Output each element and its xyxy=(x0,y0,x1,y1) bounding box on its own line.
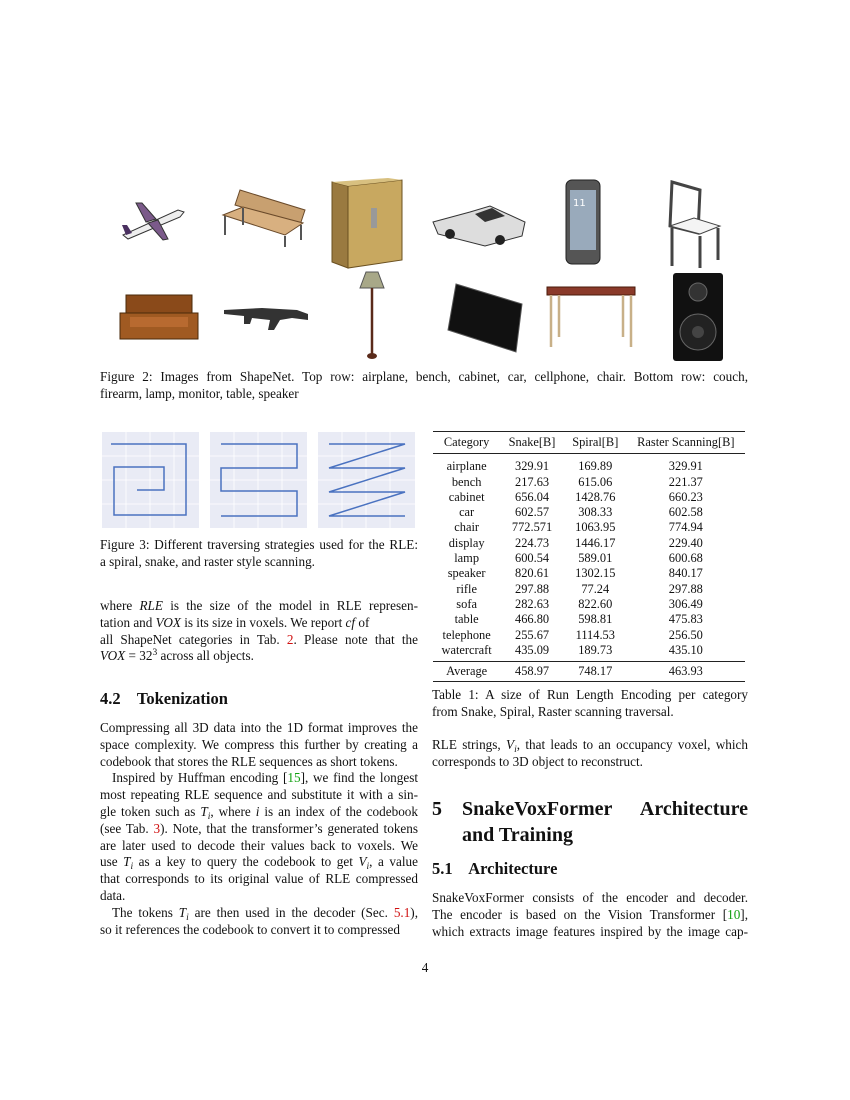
table-row xyxy=(433,551,745,566)
category-cell: display xyxy=(448,535,485,550)
value-cell: 256.50 xyxy=(668,627,703,642)
figure2-image-couch xyxy=(118,293,200,343)
text-span: . Please note that the xyxy=(293,631,418,647)
text-line xyxy=(432,704,748,721)
text-line xyxy=(100,770,418,787)
text-line xyxy=(100,821,418,838)
text-span: of xyxy=(355,614,370,630)
paragraph-rle xyxy=(432,737,748,771)
math-text: i xyxy=(186,912,189,923)
category-cell: cabinet xyxy=(448,489,485,504)
table-row xyxy=(433,643,745,662)
text-span: The encoder is based on the Vision Transformer [ xyxy=(432,906,728,922)
table1 xyxy=(433,431,745,682)
figure2-image-monitor xyxy=(446,282,524,354)
text-span: is an index of the codebook xyxy=(259,803,418,819)
value-cell: 602.58 xyxy=(668,505,703,520)
text-span: tation and xyxy=(100,614,156,630)
value-cell: 1428.76 xyxy=(575,489,616,504)
figure2-image-firearm xyxy=(222,300,312,332)
text-span: ], xyxy=(740,906,748,922)
section-5-heading xyxy=(432,796,748,848)
text-line xyxy=(100,386,748,403)
figure2-image-car xyxy=(430,200,528,250)
figure2-image-lamp xyxy=(356,270,388,362)
value-cell: 600.54 xyxy=(515,551,550,566)
text-line xyxy=(432,907,748,924)
value-cell: 589.01 xyxy=(578,551,613,566)
value-cell: 772.571 xyxy=(511,520,553,535)
value-cell: 1302.15 xyxy=(575,566,616,581)
table-row xyxy=(433,612,745,627)
text-line xyxy=(100,598,418,615)
text-span: RLE strings, xyxy=(432,737,507,752)
math-text: T xyxy=(200,803,208,819)
value-cell: 822.60 xyxy=(578,596,613,611)
value-cell: 169.89 xyxy=(578,459,613,474)
section-number: 5.1 xyxy=(432,859,453,878)
value-cell: 189.73 xyxy=(578,642,613,657)
text-line xyxy=(432,754,748,771)
text-span: which extracts image features inspired by the image cap- xyxy=(432,923,748,939)
text-line xyxy=(100,369,748,386)
section-number: 5 xyxy=(432,798,442,820)
text-span: , that leads to an occupancy voxel, which xyxy=(516,737,749,752)
figure3-panel-spiral xyxy=(102,432,199,528)
text-line xyxy=(100,737,418,754)
text-line xyxy=(100,554,418,571)
text-span: codebook that stores the RLE sequences as short tokens. xyxy=(100,753,398,769)
text-span: most repeating RLE sequence and substitute it with a sin- xyxy=(100,787,418,803)
text-line xyxy=(100,838,418,855)
reference-link[interactable]: 2 xyxy=(286,631,294,647)
value-cell: 615.06 xyxy=(578,474,613,489)
math-text: i xyxy=(207,811,211,822)
column-header: Spiral[B] xyxy=(572,435,619,449)
page-number: 4 xyxy=(421,960,429,975)
section-title-line2: and Training xyxy=(462,824,573,846)
table-row xyxy=(433,490,745,505)
text-line xyxy=(100,804,418,821)
text-line xyxy=(100,905,418,922)
value-cell: 475.83 xyxy=(668,612,703,627)
text-line xyxy=(100,720,418,737)
reference-link[interactable]: 3 xyxy=(153,820,161,836)
section-5-1-heading xyxy=(432,859,557,879)
value-cell: 221.37 xyxy=(668,474,703,489)
text-line xyxy=(100,922,418,939)
figure2-image-cellphone xyxy=(563,178,603,266)
category-cell: speaker xyxy=(447,566,486,581)
math-text: i xyxy=(366,862,370,873)
text-span: is the size of the model in RLE represen- xyxy=(162,598,419,613)
reference-link[interactable]: 5.1 xyxy=(393,904,411,920)
svg-text:11: 11 xyxy=(573,198,586,209)
math-text: i xyxy=(130,862,134,873)
math-text: i xyxy=(514,745,517,755)
average-label: Average xyxy=(446,664,488,679)
figure2-image-airplane xyxy=(118,195,188,245)
text-span: from Snake, Spiral, Raster scanning traversal. xyxy=(432,703,674,719)
value-cell: 229.40 xyxy=(668,535,703,550)
text-span: are later used to decode their values back to voxels. We xyxy=(100,837,418,853)
category-cell: table xyxy=(454,612,479,627)
category-cell: rifle xyxy=(456,581,477,596)
value-cell: 1063.95 xyxy=(575,520,616,535)
text-span: across all objects. xyxy=(157,648,254,664)
text-line xyxy=(100,888,418,905)
value-cell: 329.91 xyxy=(515,459,550,474)
value-cell: 255.67 xyxy=(515,627,550,642)
text-span: that corresponds to its original value of RLE compressed xyxy=(100,871,418,887)
text-span: Table 1: A size of Run Length Encoding per category xyxy=(432,687,748,702)
reference-link[interactable]: 10 xyxy=(727,906,741,922)
text-line xyxy=(100,648,418,665)
average-value: 458.97 xyxy=(515,664,550,679)
value-cell: 598.81 xyxy=(578,612,613,627)
text-span: Figure 3: Different traversing strategies used for the RLE: xyxy=(100,537,418,552)
math-text: VOX xyxy=(155,614,181,630)
text-span: are then used in the decoder (Sec. xyxy=(188,904,394,920)
value-cell: 217.63 xyxy=(515,474,550,489)
value-cell: 77.24 xyxy=(581,581,610,596)
table1-caption xyxy=(432,687,748,721)
category-cell: watercraft xyxy=(441,642,492,657)
column-header: Snake[B] xyxy=(508,435,556,449)
figure2-image-speaker xyxy=(672,272,724,362)
value-cell: 602.57 xyxy=(515,505,550,520)
column-header: Category xyxy=(443,435,490,449)
table-row xyxy=(433,520,745,535)
category-cell: bench xyxy=(451,474,482,489)
value-cell: 435.10 xyxy=(668,642,703,657)
value-cell: 297.88 xyxy=(515,581,550,596)
category-cell: chair xyxy=(454,520,480,535)
figure2-image-cabinet xyxy=(330,178,405,270)
text-line xyxy=(432,737,748,754)
text-span: ], we find the longest xyxy=(300,770,419,786)
math-text: RLE xyxy=(139,598,163,613)
category-cell: sofa xyxy=(456,596,477,611)
math-text: V xyxy=(506,737,515,752)
text-line xyxy=(432,687,748,704)
figure2-image-chair xyxy=(660,178,726,270)
category-cell: lamp xyxy=(454,551,480,566)
text-span: (see Tab. xyxy=(100,820,154,836)
text-span: firearm, lamp, monitor, table, speaker xyxy=(100,385,299,401)
math-text: cf xyxy=(345,614,356,630)
table-row xyxy=(433,536,745,551)
section-5-1-body xyxy=(432,890,748,940)
text-span: use xyxy=(100,854,124,870)
value-cell: 466.80 xyxy=(515,612,550,627)
value-cell: 224.73 xyxy=(515,535,550,550)
figure2-caption xyxy=(100,369,748,403)
text-span: space complexity. We compress this further by creating a xyxy=(100,736,418,752)
figure3-caption xyxy=(100,537,418,571)
text-span: Figure 2: Images from ShapeNet. Top row: airplane, bench, cabinet, car, cellphone, chair. Bottom row: couch, xyxy=(100,369,748,384)
math-text: V xyxy=(358,854,367,870)
section-number: 4.2 xyxy=(100,689,121,708)
text-span: SnakeVoxFormer consists of the encoder and decoder. xyxy=(432,890,748,905)
text-span: , a value xyxy=(369,854,418,870)
text-span: data. xyxy=(100,887,126,903)
figure2-image-table xyxy=(545,285,637,349)
table-row xyxy=(433,582,745,597)
text-line xyxy=(100,632,418,649)
average-value: 463.93 xyxy=(668,664,703,679)
category-cell: telephone xyxy=(442,627,491,642)
text-line xyxy=(100,537,418,554)
value-cell: 840.17 xyxy=(668,566,703,581)
text-span: , where xyxy=(210,803,256,819)
text-span: The tokens xyxy=(112,904,179,920)
text-span: Compressing all 3D data into the 1D format improves the xyxy=(100,720,418,735)
value-cell: 306.49 xyxy=(668,596,703,611)
text-line xyxy=(100,854,418,871)
text-span: = 32 xyxy=(125,648,153,664)
text-line xyxy=(100,871,418,888)
section-title: Architecture xyxy=(468,859,558,878)
text-line xyxy=(100,787,418,804)
text-line xyxy=(100,615,418,632)
table-row xyxy=(433,566,745,581)
section-4-2-body xyxy=(100,720,418,938)
figure3-panel-snake xyxy=(210,432,307,528)
paragraph-where xyxy=(100,598,418,665)
table-row xyxy=(433,628,745,643)
text-span: where xyxy=(100,598,140,613)
value-cell: 656.04 xyxy=(515,489,550,504)
math-text: T xyxy=(123,854,131,870)
value-cell: 282.63 xyxy=(515,596,550,611)
text-span: as a key to query the codebook to get xyxy=(133,854,359,870)
category-cell: car xyxy=(459,505,475,520)
value-cell: 820.61 xyxy=(515,566,550,581)
text-line xyxy=(432,924,748,941)
value-cell: 435.09 xyxy=(515,642,550,657)
value-cell: 774.94 xyxy=(668,520,703,535)
text-span: so it references the codebook to convert it to compressed xyxy=(100,921,400,937)
math-text: i xyxy=(255,803,260,819)
value-cell: 660.23 xyxy=(668,489,703,504)
value-cell: 1446.17 xyxy=(575,535,616,550)
section-title: Tokenization xyxy=(136,689,228,708)
column-header: Raster Scanning[B] xyxy=(637,435,735,449)
math-text: VOX xyxy=(100,648,126,664)
table-row xyxy=(433,505,745,520)
average-value: 748.17 xyxy=(578,664,613,679)
value-cell: 308.33 xyxy=(578,505,613,520)
value-cell: 1114.53 xyxy=(575,627,615,642)
value-cell: 600.68 xyxy=(668,551,703,566)
category-cell: airplane xyxy=(446,459,487,474)
value-cell: 297.88 xyxy=(668,581,703,596)
text-span: is its size in voxels. We report xyxy=(180,614,346,630)
table-row xyxy=(433,475,745,490)
reference-link[interactable]: 15 xyxy=(287,770,301,786)
text-line xyxy=(100,754,418,771)
text-span: ), xyxy=(410,904,418,920)
section-4-2-heading xyxy=(100,689,228,709)
section-title-line1: SnakeVoxFormer Architecture xyxy=(462,798,748,820)
text-span: Inspired by Huffman encoding [ xyxy=(112,770,288,786)
math-text: 3 xyxy=(152,648,158,659)
text-span: gle token such as xyxy=(100,803,201,819)
figure3-panel-raster xyxy=(318,432,415,528)
text-span: corresponds to 3D object to reconstruct. xyxy=(432,753,643,769)
text-span: all ShapeNet categories in Tab. xyxy=(100,631,287,647)
text-span: a spiral, snake, and raster style scanning. xyxy=(100,553,315,569)
text-line xyxy=(432,890,748,907)
figure2-image-bench xyxy=(215,185,310,250)
math-text: T xyxy=(178,904,187,920)
table-row xyxy=(433,454,745,475)
text-span: ). Note, that the transformer’s generated tokens xyxy=(160,820,418,836)
table-row xyxy=(433,597,745,612)
value-cell: 329.91 xyxy=(668,459,703,474)
